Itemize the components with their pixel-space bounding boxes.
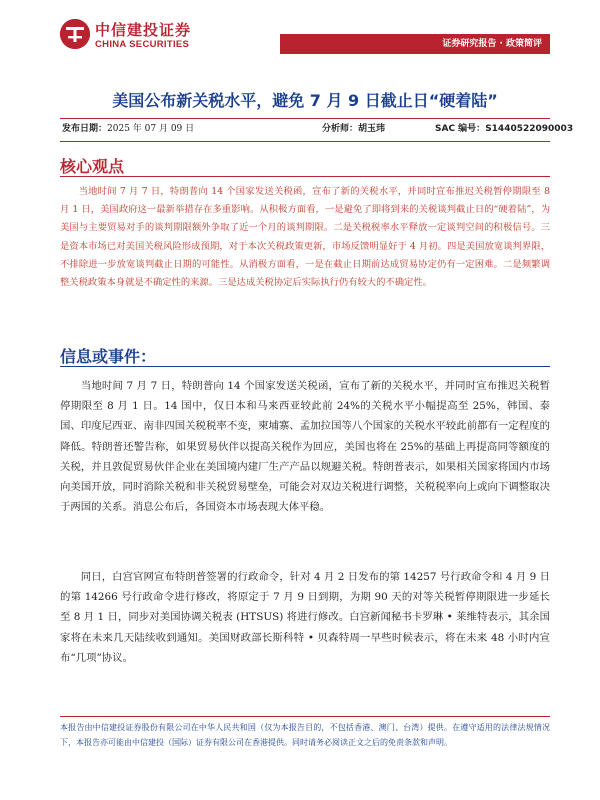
core-view-divider (60, 176, 550, 177)
sac-label: SAC 编号： (435, 124, 486, 134)
footer-divider (60, 716, 550, 717)
publish-date (62, 119, 194, 140)
analyst (322, 119, 385, 140)
analyst-name: 胡玉玮 (358, 124, 386, 134)
report-meta-bar (60, 118, 574, 142)
sac-number (435, 119, 573, 140)
publish-date-label: 发布日期： (62, 124, 108, 134)
analyst-label: 分析师： (322, 124, 359, 134)
report-header (60, 16, 550, 62)
citic-logo-icon (60, 19, 90, 49)
logo-chinese-name: 中信建投证券 (95, 21, 192, 39)
core-view-text: 当地时间 7 月 7 日，特朗普向 14 个国家发送关税函，宣布了新的关税水平，并同时宣布推迟关税暂停期限至 8 月 1 日，美国政府这一最新举措存在多重影响。从积极方面看，一是避免了即将到来的关税谈判截止日的“硬着陆”，为美国与主要贸易对手的谈判期限额外争取了近一个月的谈判期限。二是关税税率水平释放一定谈判空间的积极信号。三是资本市场已对美国关税风险形成预期，对于本次关税政策更新，市场反馈明显好于 4 月初。四是美国放宽谈判界限，不排除进一步放宽谈判截止日期的可能性。从消极方面看，一是在截止日期前达成贸易协定仍有一定困难。二是频繁调整关税政策本身就是不确定性的来源。三是达成关税协定后实际执行仍有较大的不确定性。 (60, 186, 550, 289)
report-title: 美国公布新关税水平，避免 7 月 9 日截止日“硬着陆” (112, 91, 498, 110)
core-view-heading: 核心观点 (60, 157, 125, 176)
brand-logo (60, 16, 210, 56)
publish-date-value: 2025 年 07 月 09 日 (107, 124, 195, 134)
sac-value: S1440522090003 (485, 124, 574, 134)
footer-disclaimer: 本报告由中信建投证券股份有限公司在中华人民共和国（仅为本报告目的，不包括香港、澳门、台湾）提供。在遵守适用的法律法规情况下，本报告亦可能由中信建投（国际）证券有限公司在香港提供。同时请务必阅读正文之后的免责条款和声明。 (60, 723, 550, 747)
info-event-heading: 信息或事件： (60, 347, 157, 366)
body-paragraph: 同日，白宫官网宣布特朗普签署的行政命令，针对 4 月 2 日发布的第 14257 号行政命令和 4 月 9 日的第 14266 号行政命令进行修改，将原定于 7 月 9 日到期，为期 90 天的对等关税暂停期限进一步延长至 8 月 1 日，同步对美国协调关税表 (HTSUS) 将进行修改。白宫新闻秘书卡罗琳 • 莱维特表示，其余国家将在未来几天陆续收到通知。美国财政部长斯科特 • 贝森特周一早些时候表示，将在未来 48 小时内宣布“几项”协议。 (60, 571, 550, 664)
logo-english-name: CHINA SECURITIES (95, 39, 190, 50)
report-type-banner: 证券研究报告 · 政策简评 (280, 34, 550, 54)
info-event-divider (60, 366, 550, 367)
body-paragraph: 当地时间 7 月 7 日，特朗普向 14 个国家发送关税函，宣布了新的关税水平，并同时宣布推迟关税暂停期限至 8 月 1 日。14 国中，仅日本和马来西亚较此前 24%的关税水平小幅提高至 25%，韩国、泰国、印度尼西亚、南非四国关税税率不变，柬埔寨、孟加拉国等八个国家的关税水平较此前都有一定程度的降低。特朗普还警告称，如果贸易伙伴以提高关税作为回应，美国也将在 25%的基础上再提高同等额度的关税，并且敦促贸易伙伴企业在美国境内建厂生产产品以规避关税。特朗普表示，如果相关国家将国内市场向美国开放，同时消除关税和非关税贸易壁垒，可能会对双边关税进行调整，关税税率向上或向下调整取决于两国的关系。消息公布后，各国资本市场表现大体平稳。 (60, 380, 550, 514)
